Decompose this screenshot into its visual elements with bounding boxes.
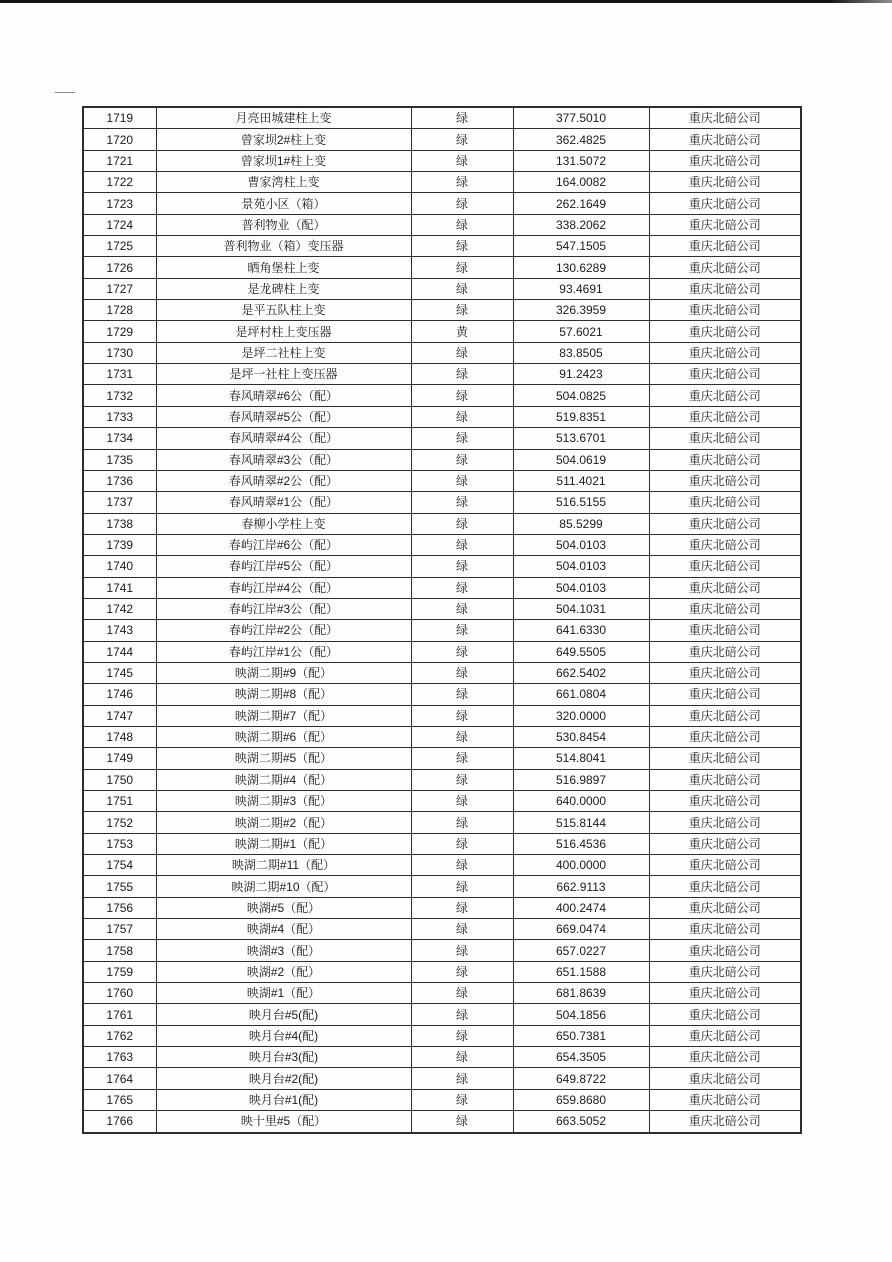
cell-status: 绿 xyxy=(411,620,513,641)
cell-name: 是平五队柱上变 xyxy=(156,300,411,321)
cell-status: 绿 xyxy=(411,172,513,193)
cell-name: 映月台#1(配) xyxy=(156,1089,411,1110)
cell-value: 400.0000 xyxy=(513,855,649,876)
cell-id: 1762 xyxy=(83,1025,156,1046)
cell-id: 1744 xyxy=(83,641,156,662)
cell-value: 131.5072 xyxy=(513,150,649,171)
cell-name: 春屿江岸#3公（配） xyxy=(156,598,411,619)
cell-value: 530.8454 xyxy=(513,726,649,747)
table-row xyxy=(83,897,801,918)
cell-value: 519.8351 xyxy=(513,406,649,427)
cell-status: 绿 xyxy=(411,406,513,427)
cell-id: 1761 xyxy=(83,1004,156,1025)
cell-id: 1750 xyxy=(83,769,156,790)
cell-company: 重庆北碚公司 xyxy=(649,598,801,619)
table-row xyxy=(83,1025,801,1046)
cell-value: 514.8041 xyxy=(513,748,649,769)
cell-company: 重庆北碚公司 xyxy=(649,1068,801,1089)
cell-name: 是坪一社柱上变压器 xyxy=(156,364,411,385)
cell-company: 重庆北碚公司 xyxy=(649,769,801,790)
cell-id: 1741 xyxy=(83,577,156,598)
cell-name: 春屿江岸#5公（配） xyxy=(156,556,411,577)
cell-value: 130.6289 xyxy=(513,257,649,278)
cell-company: 重庆北碚公司 xyxy=(649,726,801,747)
cell-id: 1740 xyxy=(83,556,156,577)
cell-id: 1749 xyxy=(83,748,156,769)
cell-name: 映湖#2（配） xyxy=(156,961,411,982)
table-row xyxy=(83,470,801,491)
cell-name: 映湖二期#4（配） xyxy=(156,769,411,790)
cell-value: 663.5052 xyxy=(513,1111,649,1133)
cell-id: 1743 xyxy=(83,620,156,641)
cell-name: 映湖二期#5（配） xyxy=(156,748,411,769)
cell-id: 1764 xyxy=(83,1068,156,1089)
cell-company: 重庆北碚公司 xyxy=(649,812,801,833)
cell-company: 重庆北碚公司 xyxy=(649,641,801,662)
cell-id: 1757 xyxy=(83,919,156,940)
cell-name: 曹家湾柱上变 xyxy=(156,172,411,193)
cell-value: 326.3959 xyxy=(513,300,649,321)
table-row xyxy=(83,364,801,385)
cell-status: 绿 xyxy=(411,940,513,961)
cell-name: 曾家坝1#柱上变 xyxy=(156,150,411,171)
cell-value: 362.4825 xyxy=(513,129,649,150)
cell-status: 绿 xyxy=(411,556,513,577)
cell-value: 662.5402 xyxy=(513,662,649,683)
cell-value: 504.0825 xyxy=(513,385,649,406)
cell-name: 映湖二期#8（配） xyxy=(156,684,411,705)
cell-value: 516.9897 xyxy=(513,769,649,790)
cell-company: 重庆北碚公司 xyxy=(649,321,801,342)
cell-company: 重庆北碚公司 xyxy=(649,1025,801,1046)
cell-company: 重庆北碚公司 xyxy=(649,833,801,854)
cell-status: 绿 xyxy=(411,107,513,129)
cell-value: 659.8680 xyxy=(513,1089,649,1110)
cell-value: 657.0227 xyxy=(513,940,649,961)
cell-status: 绿 xyxy=(411,1025,513,1046)
cell-id: 1721 xyxy=(83,150,156,171)
cell-status: 绿 xyxy=(411,1089,513,1110)
cell-name: 月亮田城建柱上变 xyxy=(156,107,411,129)
cell-id: 1760 xyxy=(83,983,156,1004)
cell-name: 映湖二期#9（配） xyxy=(156,662,411,683)
cell-status: 绿 xyxy=(411,193,513,214)
cell-company: 重庆北碚公司 xyxy=(649,107,801,129)
cell-company: 重庆北碚公司 xyxy=(649,236,801,257)
cell-company: 重庆北碚公司 xyxy=(649,1004,801,1025)
cell-value: 91.2423 xyxy=(513,364,649,385)
cell-status: 绿 xyxy=(411,791,513,812)
cell-name: 映湖#4（配） xyxy=(156,919,411,940)
cell-company: 重庆北碚公司 xyxy=(649,214,801,235)
table-row xyxy=(83,492,801,513)
table-row xyxy=(83,385,801,406)
cell-status: 绿 xyxy=(411,1111,513,1133)
cell-name: 映湖#3（配） xyxy=(156,940,411,961)
cell-company: 重庆北碚公司 xyxy=(649,385,801,406)
table-row xyxy=(83,107,801,129)
cell-name: 春风晴翠#4公（配） xyxy=(156,428,411,449)
table-row xyxy=(83,172,801,193)
table-row xyxy=(83,876,801,897)
cell-id: 1739 xyxy=(83,534,156,555)
cell-id: 1753 xyxy=(83,833,156,854)
cell-company: 重庆北碚公司 xyxy=(649,919,801,940)
cell-name: 春风晴翠#6公（配） xyxy=(156,385,411,406)
cell-value: 504.0619 xyxy=(513,449,649,470)
cell-id: 1725 xyxy=(83,236,156,257)
cell-value: 511.4021 xyxy=(513,470,649,491)
cell-id: 1730 xyxy=(83,342,156,363)
table-row xyxy=(83,214,801,235)
top-edge-bar xyxy=(0,0,892,3)
cell-status: 绿 xyxy=(411,662,513,683)
cell-status: 绿 xyxy=(411,236,513,257)
cell-id: 1758 xyxy=(83,940,156,961)
table-row xyxy=(83,236,801,257)
cell-value: 681.8639 xyxy=(513,983,649,1004)
cell-name: 春风晴翠#5公（配） xyxy=(156,406,411,427)
cell-id: 1754 xyxy=(83,855,156,876)
cell-company: 重庆北碚公司 xyxy=(649,1047,801,1068)
cell-id: 1751 xyxy=(83,791,156,812)
cell-id: 1747 xyxy=(83,705,156,726)
table-row xyxy=(83,406,801,427)
cell-value: 504.1031 xyxy=(513,598,649,619)
cell-id: 1763 xyxy=(83,1047,156,1068)
cell-id: 1756 xyxy=(83,897,156,918)
cell-name: 映湖二期#7（配） xyxy=(156,705,411,726)
cell-status: 黄 xyxy=(411,321,513,342)
cell-company: 重庆北碚公司 xyxy=(649,876,801,897)
cell-value: 640.0000 xyxy=(513,791,649,812)
table-row xyxy=(83,1004,801,1025)
cell-company: 重庆北碚公司 xyxy=(649,534,801,555)
cell-value: 83.8505 xyxy=(513,342,649,363)
table-row xyxy=(83,983,801,1004)
cell-id: 1734 xyxy=(83,428,156,449)
cell-value: 649.5505 xyxy=(513,641,649,662)
cell-name: 春柳小学柱上变 xyxy=(156,513,411,534)
cell-company: 重庆北碚公司 xyxy=(649,897,801,918)
table-row xyxy=(83,833,801,854)
cell-value: 641.6330 xyxy=(513,620,649,641)
cell-status: 绿 xyxy=(411,983,513,1004)
cell-value: 651.1588 xyxy=(513,961,649,982)
table-row xyxy=(83,919,801,940)
cell-value: 515.8144 xyxy=(513,812,649,833)
cell-company: 重庆北碚公司 xyxy=(649,577,801,598)
cell-id: 1736 xyxy=(83,470,156,491)
table-body xyxy=(83,107,801,1133)
cell-name: 映湖二期#6（配） xyxy=(156,726,411,747)
cell-status: 绿 xyxy=(411,449,513,470)
cell-value: 262.1649 xyxy=(513,193,649,214)
cell-value: 650.7381 xyxy=(513,1025,649,1046)
cell-status: 绿 xyxy=(411,705,513,726)
cell-company: 重庆北碚公司 xyxy=(649,342,801,363)
cell-name: 映月台#2(配) xyxy=(156,1068,411,1089)
cell-id: 1737 xyxy=(83,492,156,513)
cell-value: 164.0082 xyxy=(513,172,649,193)
cell-name: 是龙碑柱上变 xyxy=(156,278,411,299)
cell-id: 1724 xyxy=(83,214,156,235)
cell-name: 晒角堡柱上变 xyxy=(156,257,411,278)
table-row xyxy=(83,684,801,705)
cell-value: 661.0804 xyxy=(513,684,649,705)
cell-status: 绿 xyxy=(411,513,513,534)
cell-status: 绿 xyxy=(411,598,513,619)
cell-company: 重庆北碚公司 xyxy=(649,513,801,534)
cell-id: 1748 xyxy=(83,726,156,747)
cell-id: 1727 xyxy=(83,278,156,299)
cell-value: 377.5010 xyxy=(513,107,649,129)
cell-name: 映月台#3(配) xyxy=(156,1047,411,1068)
cell-company: 重庆北碚公司 xyxy=(649,129,801,150)
table-row xyxy=(83,321,801,342)
cell-name: 映月台#5(配) xyxy=(156,1004,411,1025)
cell-status: 绿 xyxy=(411,919,513,940)
cell-name: 是坪村柱上变压器 xyxy=(156,321,411,342)
cell-name: 春屿江岸#1公（配） xyxy=(156,641,411,662)
cell-status: 绿 xyxy=(411,150,513,171)
cell-company: 重庆北碚公司 xyxy=(649,855,801,876)
cell-id: 1745 xyxy=(83,662,156,683)
cell-id: 1722 xyxy=(83,172,156,193)
cell-company: 重庆北碚公司 xyxy=(649,748,801,769)
table-row xyxy=(83,812,801,833)
cell-company: 重庆北碚公司 xyxy=(649,961,801,982)
cell-id: 1752 xyxy=(83,812,156,833)
cell-company: 重庆北碚公司 xyxy=(649,449,801,470)
cell-value: 504.0103 xyxy=(513,534,649,555)
table-row xyxy=(83,193,801,214)
cell-name: 映湖二期#11（配） xyxy=(156,855,411,876)
table-row xyxy=(83,1089,801,1110)
table-row xyxy=(83,662,801,683)
cell-name: 春风晴翠#2公（配） xyxy=(156,470,411,491)
cell-id: 1755 xyxy=(83,876,156,897)
cell-status: 绿 xyxy=(411,876,513,897)
cell-value: 400.2474 xyxy=(513,897,649,918)
cell-id: 1759 xyxy=(83,961,156,982)
cell-name: 春屿江岸#6公（配） xyxy=(156,534,411,555)
cell-id: 1732 xyxy=(83,385,156,406)
cell-company: 重庆北碚公司 xyxy=(649,620,801,641)
cell-name: 映十里#5（配） xyxy=(156,1111,411,1133)
table-row xyxy=(83,940,801,961)
cell-id: 1742 xyxy=(83,598,156,619)
cell-id: 1723 xyxy=(83,193,156,214)
transformer-table xyxy=(82,106,802,1134)
cell-company: 重庆北碚公司 xyxy=(649,278,801,299)
table-row xyxy=(83,1111,801,1133)
cell-value: 662.9113 xyxy=(513,876,649,897)
cell-name: 映湖二期#1（配） xyxy=(156,833,411,854)
cell-id: 1729 xyxy=(83,321,156,342)
table-row xyxy=(83,961,801,982)
cell-id: 1731 xyxy=(83,364,156,385)
cell-id: 1720 xyxy=(83,129,156,150)
cell-company: 重庆北碚公司 xyxy=(649,684,801,705)
cell-status: 绿 xyxy=(411,257,513,278)
table-row xyxy=(83,748,801,769)
table-row xyxy=(83,300,801,321)
cell-value: 547.1505 xyxy=(513,236,649,257)
table-row xyxy=(83,342,801,363)
table-row xyxy=(83,556,801,577)
cell-company: 重庆北碚公司 xyxy=(649,492,801,513)
cell-status: 绿 xyxy=(411,684,513,705)
cell-company: 重庆北碚公司 xyxy=(649,1111,801,1133)
cell-company: 重庆北碚公司 xyxy=(649,940,801,961)
table-row xyxy=(83,428,801,449)
cell-status: 绿 xyxy=(411,1047,513,1068)
cell-status: 绿 xyxy=(411,342,513,363)
cell-id: 1733 xyxy=(83,406,156,427)
cell-name: 春风晴翠#3公（配） xyxy=(156,449,411,470)
cell-id: 1719 xyxy=(83,107,156,129)
cell-status: 绿 xyxy=(411,214,513,235)
cell-status: 绿 xyxy=(411,1068,513,1089)
cell-value: 93.4691 xyxy=(513,278,649,299)
cell-status: 绿 xyxy=(411,470,513,491)
cell-name: 映湖#5（配） xyxy=(156,897,411,918)
cell-value: 504.1856 xyxy=(513,1004,649,1025)
cell-status: 绿 xyxy=(411,534,513,555)
cell-company: 重庆北碚公司 xyxy=(649,406,801,427)
cell-status: 绿 xyxy=(411,428,513,449)
table-row xyxy=(83,449,801,470)
cell-status: 绿 xyxy=(411,833,513,854)
cell-value: 669.0474 xyxy=(513,919,649,940)
cell-value: 649.8722 xyxy=(513,1068,649,1089)
table-row xyxy=(83,855,801,876)
table-row xyxy=(83,513,801,534)
cell-name: 普利物业（配） xyxy=(156,214,411,235)
cell-status: 绿 xyxy=(411,300,513,321)
cell-value: 504.0103 xyxy=(513,556,649,577)
cell-id: 1735 xyxy=(83,449,156,470)
cell-company: 重庆北碚公司 xyxy=(649,364,801,385)
table-row xyxy=(83,598,801,619)
cell-company: 重庆北碚公司 xyxy=(649,150,801,171)
cell-company: 重庆北碚公司 xyxy=(649,662,801,683)
cell-value: 654.3505 xyxy=(513,1047,649,1068)
cell-status: 绿 xyxy=(411,855,513,876)
cell-id: 1746 xyxy=(83,684,156,705)
cell-status: 绿 xyxy=(411,897,513,918)
cell-id: 1738 xyxy=(83,513,156,534)
cell-status: 绿 xyxy=(411,278,513,299)
cell-company: 重庆北碚公司 xyxy=(649,428,801,449)
cell-name: 春屿江岸#2公（配） xyxy=(156,620,411,641)
table-row xyxy=(83,257,801,278)
cell-value: 57.6021 xyxy=(513,321,649,342)
cell-name: 映湖二期#2（配） xyxy=(156,812,411,833)
cell-name: 曾家坝2#柱上变 xyxy=(156,129,411,150)
cell-name: 映湖#1（配） xyxy=(156,983,411,1004)
cell-value: 516.5155 xyxy=(513,492,649,513)
cell-value: 320.0000 xyxy=(513,705,649,726)
cell-company: 重庆北碚公司 xyxy=(649,791,801,812)
cell-status: 绿 xyxy=(411,748,513,769)
cell-status: 绿 xyxy=(411,641,513,662)
cell-status: 绿 xyxy=(411,1004,513,1025)
cell-id: 1766 xyxy=(83,1111,156,1133)
cell-name: 景苑小区（箱） xyxy=(156,193,411,214)
cell-company: 重庆北碚公司 xyxy=(649,172,801,193)
table-row xyxy=(83,1068,801,1089)
table-row xyxy=(83,129,801,150)
cell-value: 513.6701 xyxy=(513,428,649,449)
cell-status: 绿 xyxy=(411,577,513,598)
cell-status: 绿 xyxy=(411,769,513,790)
cell-status: 绿 xyxy=(411,129,513,150)
table-row xyxy=(83,769,801,790)
table-row xyxy=(83,577,801,598)
cell-company: 重庆北碚公司 xyxy=(649,193,801,214)
scan-stray-mark xyxy=(55,92,75,93)
cell-status: 绿 xyxy=(411,961,513,982)
cell-id: 1726 xyxy=(83,257,156,278)
table-row xyxy=(83,620,801,641)
cell-name: 春屿江岸#4公（配） xyxy=(156,577,411,598)
cell-id: 1765 xyxy=(83,1089,156,1110)
cell-company: 重庆北碚公司 xyxy=(649,470,801,491)
cell-name: 映月台#4(配) xyxy=(156,1025,411,1046)
table-row xyxy=(83,534,801,555)
table-row xyxy=(83,641,801,662)
cell-company: 重庆北碚公司 xyxy=(649,556,801,577)
cell-company: 重庆北碚公司 xyxy=(649,257,801,278)
cell-company: 重庆北碚公司 xyxy=(649,705,801,726)
cell-status: 绿 xyxy=(411,726,513,747)
table-row xyxy=(83,726,801,747)
table-row xyxy=(83,705,801,726)
cell-status: 绿 xyxy=(411,385,513,406)
cell-status: 绿 xyxy=(411,492,513,513)
cell-value: 85.5299 xyxy=(513,513,649,534)
cell-company: 重庆北碚公司 xyxy=(649,983,801,1004)
table-row xyxy=(83,150,801,171)
cell-name: 是坪二社柱上变 xyxy=(156,342,411,363)
cell-status: 绿 xyxy=(411,812,513,833)
table-row xyxy=(83,791,801,812)
cell-status: 绿 xyxy=(411,364,513,385)
table-row xyxy=(83,1047,801,1068)
cell-value: 338.2062 xyxy=(513,214,649,235)
cell-name: 映湖二期#10（配） xyxy=(156,876,411,897)
cell-company: 重庆北碚公司 xyxy=(649,300,801,321)
cell-company: 重庆北碚公司 xyxy=(649,1089,801,1110)
cell-value: 516.4536 xyxy=(513,833,649,854)
cell-name: 春风晴翠#1公（配） xyxy=(156,492,411,513)
cell-name: 映湖二期#3（配） xyxy=(156,791,411,812)
cell-name: 普利物业（箱）变压器 xyxy=(156,236,411,257)
cell-id: 1728 xyxy=(83,300,156,321)
cell-value: 504.0103 xyxy=(513,577,649,598)
table-row xyxy=(83,278,801,299)
